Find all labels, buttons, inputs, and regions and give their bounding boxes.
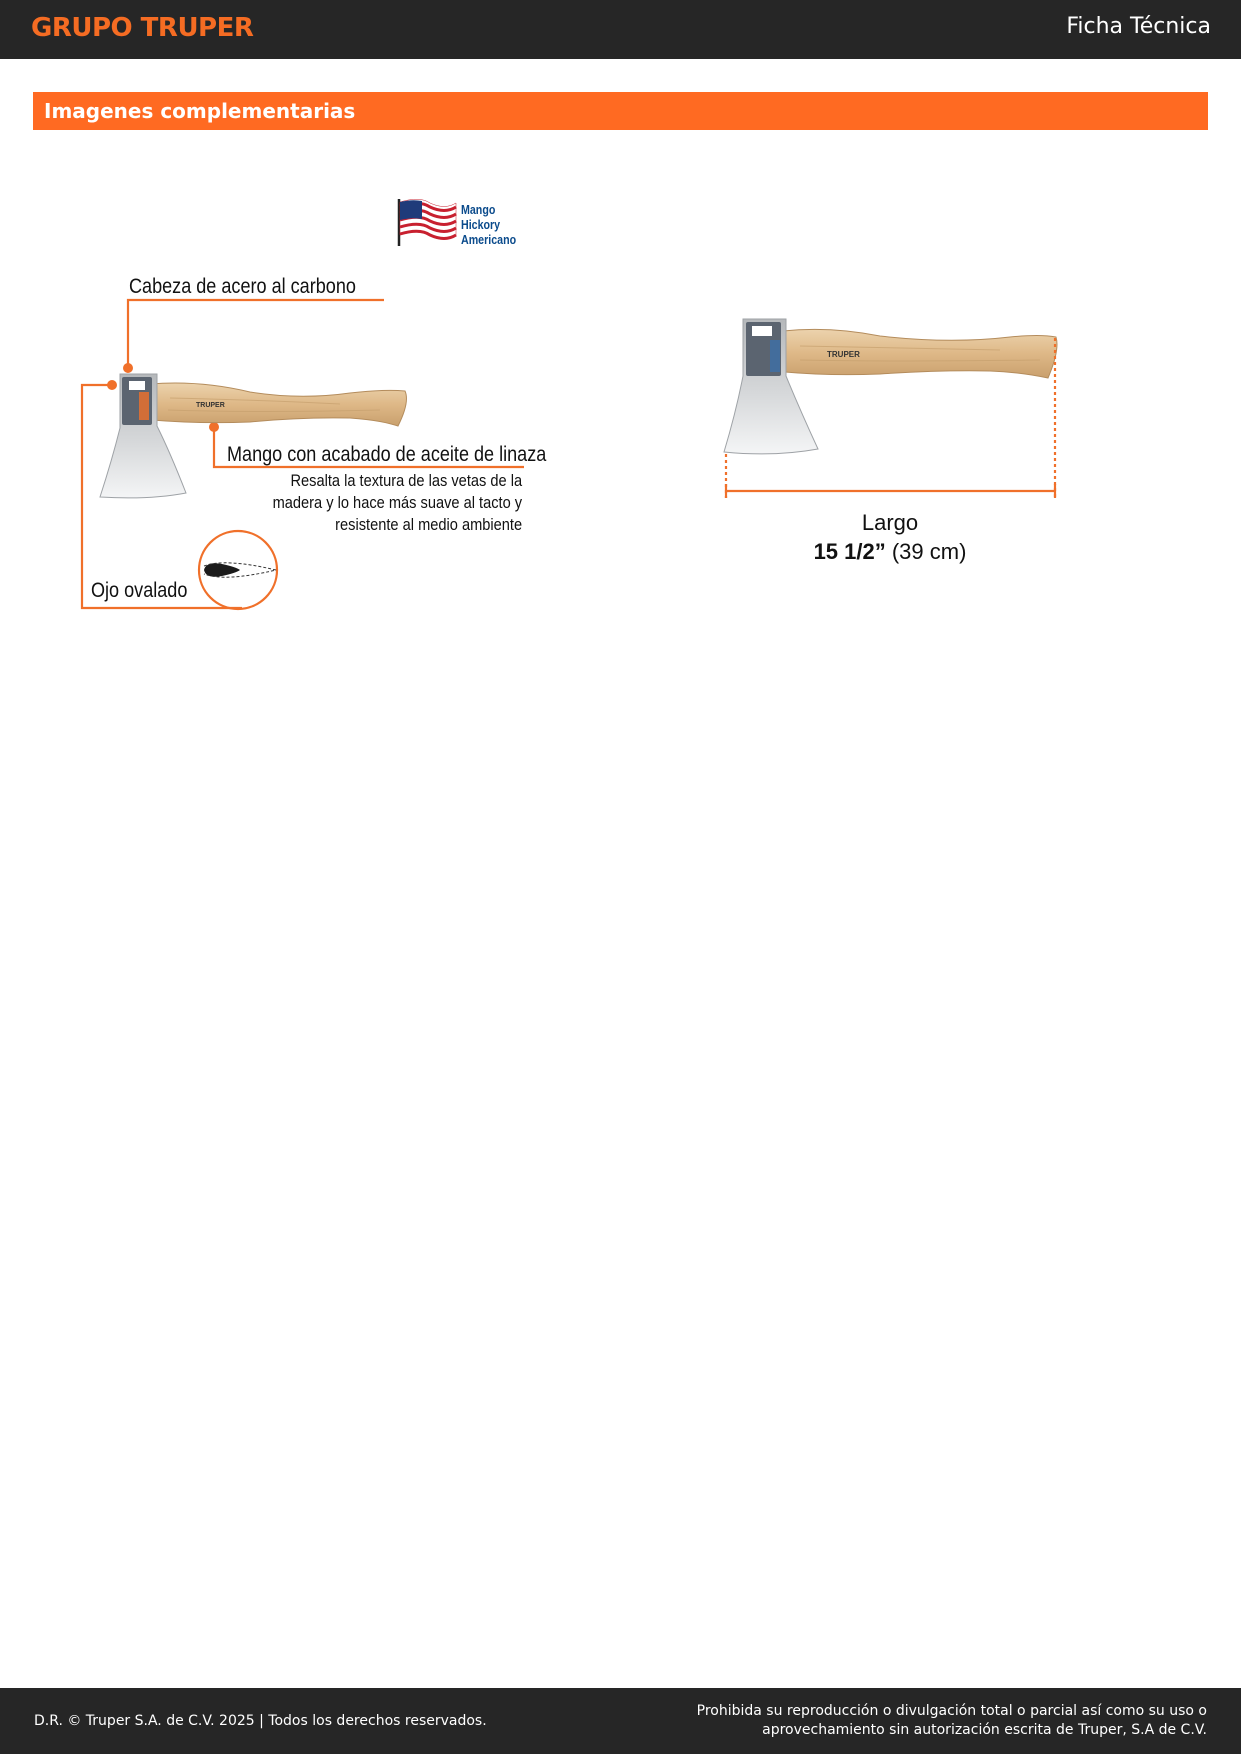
dimension-label: Largo <box>861 510 919 535</box>
handle-desc-line-2: madera y lo hace más suave al tacto y <box>272 493 522 512</box>
section-title: Imagenes complementarias <box>44 99 356 123</box>
handle-desc-line-1: Resalta la textura de las vetas de la <box>290 471 522 490</box>
footer-legal-line-1: Prohibida su reproducción o divulgación total o parcial así como su uso o <box>696 1703 1207 1719</box>
oval-eye-icon <box>204 563 276 577</box>
us-flag-icon <box>399 199 456 246</box>
hickory-badge <box>461 202 516 247</box>
dimension-value <box>790 539 990 565</box>
footer-copyright: D.R. © Truper S.A. de C.V. 2025 | Todos los derechos reservados. <box>34 1713 487 1729</box>
badge-line-2: Hickory <box>461 217 501 232</box>
brand-logo: GRUPO TRUPER <box>31 13 254 43</box>
page-footer <box>0 1688 1241 1754</box>
axe-right-illustration <box>724 319 1057 454</box>
footer-legal-notice <box>647 1702 1207 1740</box>
dimension-value-cm: (39 cm) <box>891 539 967 564</box>
callout-handle-title: Mango con acabado de aceite de linaza <box>227 443 547 466</box>
document-title: Ficha Técnica <box>1066 14 1211 39</box>
svg-text:TRUPER: TRUPER <box>827 350 860 359</box>
svg-text:TRUPER: TRUPER <box>196 402 225 409</box>
callout-eye: Ojo ovalado <box>91 579 188 602</box>
handle-desc-line-3: resistente al medio ambiente <box>335 515 522 534</box>
product-illustrations <box>0 0 1241 650</box>
callout-head: Cabeza de acero al carbono <box>129 275 356 298</box>
callout-handle-desc <box>273 470 522 536</box>
badge-line-3: Americano <box>461 232 517 247</box>
badge-line-1: Mango <box>461 202 496 217</box>
dimension-value-in: 15 1/2” <box>813 539 886 564</box>
footer-legal-line-2: aprovechamiento sin autorización escrita de Truper, S.A de C.V. <box>762 1722 1207 1738</box>
